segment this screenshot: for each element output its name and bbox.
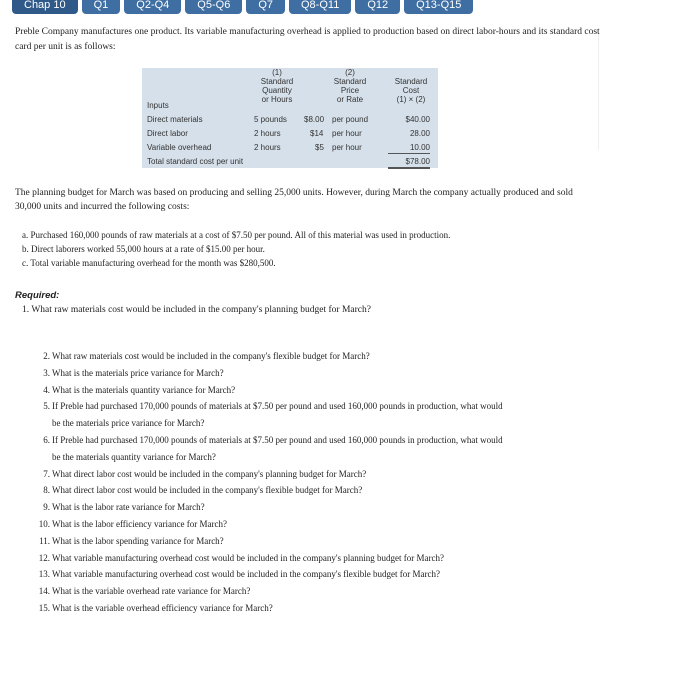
question-item: [40, 365, 600, 382]
question-text-cont: be the materials quantity variance for March?: [52, 451, 216, 462]
question-item: [40, 348, 600, 365]
question-item: [40, 583, 600, 600]
col1-header-4: or Hours: [261, 95, 293, 104]
question-number: 8.: [43, 485, 50, 496]
question-number: 11.: [39, 535, 50, 546]
question-text: What is the labor efficiency variance for March?: [52, 518, 227, 529]
tab-chap-10[interactable]: Chap 10: [12, 0, 78, 14]
col1-header-3: Quantity: [262, 86, 292, 95]
question-number: 4.: [43, 384, 50, 395]
question-number: 13.: [38, 569, 50, 580]
question-text: If Preble had purchased 170,000 pounds of materials at $7.50 per pound and used 160,000 pounds in production, what would: [52, 434, 503, 445]
question-number: 15.: [38, 602, 50, 613]
question-number: 3.: [43, 367, 50, 378]
standard-cost-card: [142, 68, 438, 168]
intro-text: Preble Company manufactures one product. Its variable manufacturing overhead is applied to production based on direct labor-hours and its standard cost card per unit is as follows:: [15, 27, 600, 52]
questions-list: [40, 348, 600, 617]
row-unit-materials: per pound: [332, 115, 369, 124]
col3-header-1: Standard: [394, 77, 428, 86]
inputs-label: Inputs: [147, 101, 169, 110]
tab-q1[interactable]: Q1: [82, 0, 121, 14]
question-number: 5.: [43, 401, 50, 412]
question-1: 1. What raw materials cost would be included in the company's planning budget for March?: [22, 305, 371, 315]
tab-q2-q4[interactable]: Q2-Q4: [124, 0, 181, 14]
question-item: [40, 466, 600, 483]
question-text: What direct labor cost would be included in the company's planning budget for March?: [52, 468, 367, 479]
question-text: What is the labor rate variance for March?: [52, 502, 205, 513]
row-qty-labor: 2 hours: [254, 129, 281, 138]
tab-q5-q6[interactable]: Q5-Q6: [185, 0, 242, 14]
facts-list: [22, 228, 450, 270]
question-item: [40, 432, 600, 466]
fact-b: b. Direct laborers worked 55,000 hours at a rate of $15.00 per hour.: [22, 244, 265, 254]
question-item: [40, 398, 600, 432]
question-item: [40, 533, 600, 550]
question-item: [40, 550, 600, 567]
question-number: 12.: [38, 552, 50, 563]
tab-q12[interactable]: Q12: [355, 0, 400, 14]
total-value: $78.00: [388, 157, 430, 169]
problem-intro: [15, 25, 600, 55]
question-number: 10.: [38, 518, 50, 529]
question-text: What is the materials quantity variance for March?: [52, 384, 236, 395]
col2-header-1: (2): [345, 68, 355, 77]
col2-header-3: Price: [340, 86, 360, 95]
tab-q7[interactable]: Q7: [246, 0, 285, 14]
row-cost-overhead: 10.00: [388, 143, 430, 154]
question-number: 14.: [38, 586, 50, 597]
question-number: 7.: [43, 468, 50, 479]
question-item: [40, 600, 600, 617]
question-text: What variable manufacturing overhead cost would be included in the company's planning budget for March?: [52, 552, 444, 563]
col1-header-1: (1): [272, 68, 282, 77]
question-item: [40, 566, 600, 583]
question-text-cont: be the materials price variance for March?: [52, 418, 205, 429]
row-unit-overhead: per hour: [332, 143, 362, 152]
col2-header-4: or Rate: [336, 95, 364, 104]
tab-bar: [0, 0, 522, 16]
col2-header-2: Standard: [333, 77, 367, 86]
question-text: What is the labor spending variance for March?: [52, 535, 224, 546]
row-unit-labor: per hour: [332, 129, 362, 138]
row-price-materials: $8.00: [304, 115, 325, 124]
row-price-labor: $14: [310, 129, 324, 138]
row-label-materials: Direct materials: [147, 115, 203, 124]
tab-q8-q11[interactable]: Q8-Q11: [289, 0, 351, 14]
question-text: If Preble had purchased 170,000 pounds of materials at $7.50 per pound and used 160,000 pounds in production, what would: [52, 401, 503, 412]
row-label-labor: Direct labor: [147, 129, 188, 138]
question-number: 2.: [43, 351, 50, 361]
row-cost-materials: $40.00: [405, 115, 430, 124]
row-price-overhead: $5: [315, 143, 324, 152]
tab-q13-q15[interactable]: Q13-Q15: [404, 0, 473, 14]
col3-header-2: Cost: [402, 86, 420, 95]
col3-header-3: (1) × (2): [396, 95, 426, 104]
question-item: [40, 382, 600, 399]
question-text: What direct labor cost would be included in the company's flexible budget for March?: [52, 485, 363, 496]
required-heading: Required:: [15, 290, 60, 301]
question-text: What raw materials cost would be included in the company's flexible budget for March?: [52, 351, 370, 361]
question-text: What is the variable overhead rate variance for March?: [52, 586, 251, 597]
total-label: Total standard cost per unit: [147, 157, 244, 166]
fact-c: c. Total variable manufacturing overhead for the month was $280,500.: [22, 258, 276, 268]
row-qty-overhead: 2 hours: [254, 143, 281, 152]
row-label-overhead: Variable overhead: [147, 143, 212, 152]
question-text: What is the materials price variance for March?: [52, 367, 224, 378]
row-cost-labor: 28.00: [409, 129, 430, 138]
fact-a: a. Purchased 160,000 pounds of raw materials at a cost of $7.50 per pound. All of this material was used in production.: [22, 230, 451, 240]
planning-text: The planning budget for March was based on producing and selling 25,000 units. However, during March the company actually produced and sold 30,000 units and incurred the following costs:: [15, 188, 573, 212]
question-text: What variable manufacturing overhead cost would be included in the company's flexible budget for March?: [52, 569, 440, 580]
question-text: What is the variable overhead efficiency variance for March?: [52, 602, 273, 613]
question-item: [40, 499, 600, 516]
question-item: [40, 516, 600, 533]
question-number: 6.: [43, 434, 50, 445]
col1-header-2: Standard: [260, 77, 294, 86]
row-qty-materials: 5 pounds: [254, 115, 287, 124]
question-number: 9.: [43, 502, 50, 513]
question-item: [40, 482, 600, 499]
